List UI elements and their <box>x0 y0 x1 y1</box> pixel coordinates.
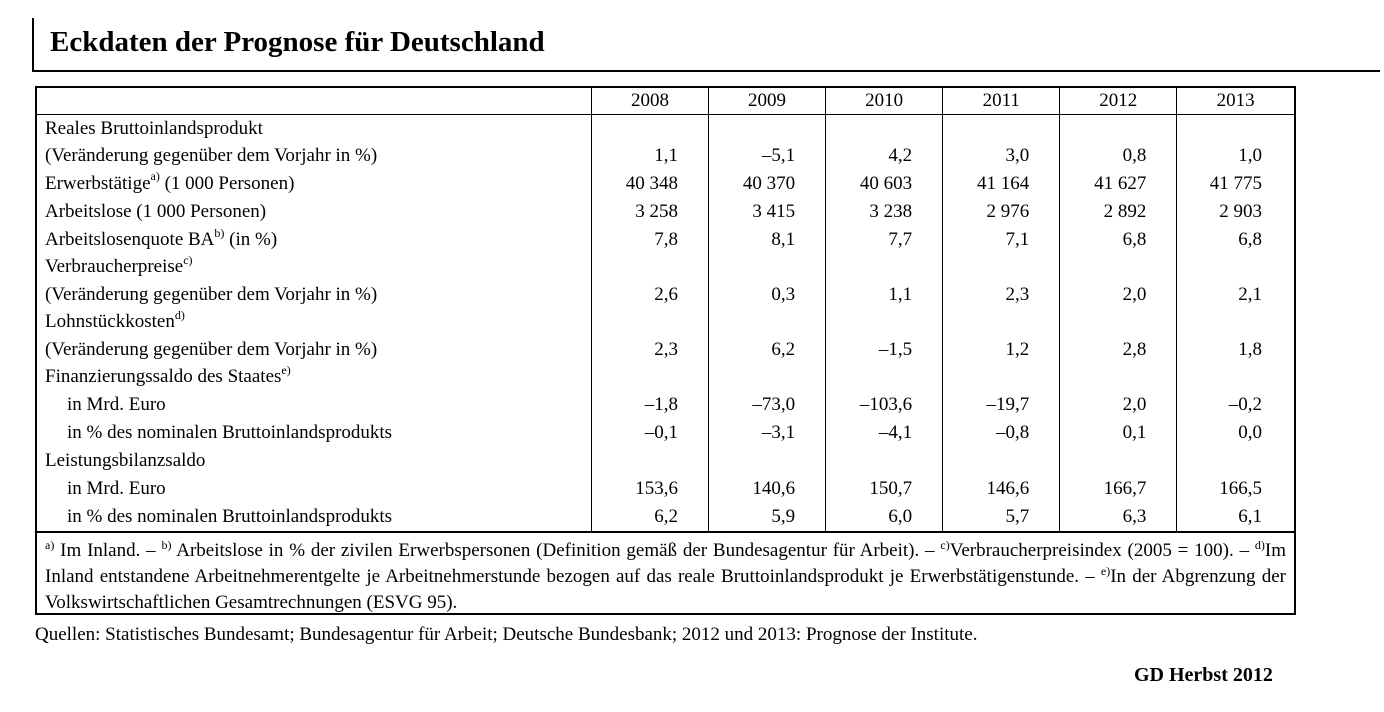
footnote-marker: e) <box>281 363 291 377</box>
table-row <box>37 226 1294 253</box>
table-row <box>37 142 1294 169</box>
value-cell: 6,8 <box>1060 226 1177 253</box>
row-label: Arbeitslosenquote BA$^{b)}$ (in %) <box>45 226 278 250</box>
value-cell <box>591 308 708 336</box>
table-header-row <box>37 88 1294 115</box>
value-cell: –0,1 <box>591 419 708 447</box>
value-cell: 3 415 <box>709 198 826 226</box>
year-header: 2009 <box>709 88 826 115</box>
table-row <box>37 169 1294 198</box>
value-cell: 0,1 <box>1060 419 1177 447</box>
value-cell: 6,2 <box>709 336 826 363</box>
value-cell <box>826 253 943 281</box>
value-cell <box>1177 115 1294 143</box>
value-cell <box>709 308 826 336</box>
year-header: 2013 <box>1177 88 1294 115</box>
value-cell: 2,0 <box>1060 281 1177 308</box>
value-cell: 6,0 <box>826 503 943 531</box>
value-cell: 150,7 <box>826 475 943 503</box>
value-cell <box>709 253 826 281</box>
value-cell: 3 238 <box>826 198 943 226</box>
value-cell <box>943 253 1060 281</box>
value-cell <box>1060 447 1177 475</box>
year-header: 2012 <box>1060 88 1177 115</box>
footnotes <box>37 531 1294 616</box>
value-cell <box>591 447 708 475</box>
value-cell: 40 370 <box>709 169 826 198</box>
row-label: Lohnstückkosten$^{d)}$ <box>45 308 185 332</box>
value-cell <box>709 363 826 391</box>
value-cell: 140,6 <box>709 475 826 503</box>
footnote-marker: c) <box>183 253 193 267</box>
footnote-marker: a) <box>45 538 55 552</box>
footnote-text: Im Inland. – <box>54 540 162 561</box>
value-cell <box>709 447 826 475</box>
value-cell: –0,8 <box>943 419 1060 447</box>
table-row <box>37 419 1294 447</box>
value-cell: –4,1 <box>826 419 943 447</box>
value-cell: 2,6 <box>591 281 708 308</box>
value-cell <box>1060 363 1177 391</box>
value-cell: 7,1 <box>943 226 1060 253</box>
value-cell: 40 603 <box>826 169 943 198</box>
table-row <box>37 253 1294 281</box>
footnote-text: Arbeitslose in % der zivilen Erwerbspersonen (Definition gemäß der Bundesagentur für Arbeit). – <box>171 540 941 561</box>
value-cell: 3 258 <box>591 198 708 226</box>
value-cell <box>1177 363 1294 391</box>
value-cell: 6,8 <box>1177 226 1294 253</box>
source-tag: GD Herbst 2012 <box>1134 664 1273 686</box>
table-row <box>37 363 1294 391</box>
row-label: Erwerbstätige$^{a)}$ (1 000 Personen) <box>45 169 295 194</box>
value-cell <box>591 115 708 143</box>
footnote-marker: d) <box>1254 538 1265 552</box>
value-cell: 5,7 <box>943 503 1060 531</box>
value-cell: 3,0 <box>943 142 1060 169</box>
value-cell: –103,6 <box>826 391 943 419</box>
table-row <box>37 391 1294 419</box>
value-cell <box>591 363 708 391</box>
row-label: Arbeitslose (1 000 Personen) <box>45 201 267 222</box>
row-label: in % des nominalen Bruttoinlandsprodukts <box>67 422 393 443</box>
row-label: (Veränderung gegenüber dem Vorjahr in %) <box>45 284 378 305</box>
footnote-marker: d) <box>174 308 185 322</box>
value-cell: 2,1 <box>1177 281 1294 308</box>
table-row <box>37 447 1294 475</box>
value-cell: 1,1 <box>591 142 708 169</box>
value-cell: –19,7 <box>943 391 1060 419</box>
value-cell: 40 348 <box>591 169 708 198</box>
row-label: in Mrd. Euro <box>67 478 166 499</box>
row-label: in % des nominalen Bruttoinlandsprodukts <box>67 506 393 527</box>
value-cell: –5,1 <box>709 142 826 169</box>
value-cell: 6,1 <box>1177 503 1294 531</box>
table-row <box>37 336 1294 363</box>
value-cell <box>943 447 1060 475</box>
footnote-marker: c) <box>940 538 950 552</box>
value-cell: 2,3 <box>943 281 1060 308</box>
value-cell <box>709 115 826 143</box>
value-cell <box>1177 308 1294 336</box>
value-cell: 2,0 <box>1060 391 1177 419</box>
value-cell: 1,1 <box>826 281 943 308</box>
footnote-text: Verbraucherpreisindex (2005 = 100). – <box>949 540 1255 561</box>
footnote-marker: b) <box>161 538 172 552</box>
sources-line: Quellen: Statistisches Bundesamt; Bundesagentur für Arbeit; Deutsche Bundesbank; 2012 und 2013: Prognose der Institute. <box>35 624 978 645</box>
value-cell: 2,3 <box>591 336 708 363</box>
value-cell: 166,5 <box>1177 475 1294 503</box>
value-cell: 2 903 <box>1177 198 1294 226</box>
value-cell <box>1177 447 1294 475</box>
value-cell <box>1060 253 1177 281</box>
row-label: Reales Bruttoinlandsprodukt <box>45 118 263 139</box>
table-row <box>37 198 1294 226</box>
value-cell: –1,5 <box>826 336 943 363</box>
footnote-text: In der Abgrenzung der Volkswirtschaftlichen Gesamtrechnungen (ESVG 95). <box>45 566 1286 613</box>
data-table-frame <box>35 86 1296 615</box>
value-cell: –73,0 <box>709 391 826 419</box>
value-cell: 153,6 <box>591 475 708 503</box>
value-cell <box>943 363 1060 391</box>
year-header: 2010 <box>826 88 943 115</box>
value-cell: 41 627 <box>1060 169 1177 198</box>
value-cell <box>591 253 708 281</box>
row-label: Finanzierungssaldo des Staates$^{e)}$ <box>45 363 291 387</box>
value-cell: 1,2 <box>943 336 1060 363</box>
table-row <box>37 281 1294 308</box>
value-cell: 0,8 <box>1060 142 1177 169</box>
value-cell: 5,9 <box>709 503 826 531</box>
value-cell: 41 775 <box>1177 169 1294 198</box>
row-label: Verbraucherpreise$^{c)}$ <box>45 253 193 277</box>
row-label: (Veränderung gegenüber dem Vorjahr in %) <box>45 339 378 360</box>
table-row <box>37 308 1294 336</box>
table-row <box>37 475 1294 503</box>
value-cell: 6,2 <box>591 503 708 531</box>
value-cell: 0,3 <box>709 281 826 308</box>
value-cell: 2,8 <box>1060 336 1177 363</box>
value-cell <box>1177 253 1294 281</box>
value-cell <box>943 115 1060 143</box>
value-cell: 166,7 <box>1060 475 1177 503</box>
year-header: 2008 <box>591 88 708 115</box>
year-header: 2011 <box>943 88 1060 115</box>
value-cell: –3,1 <box>709 419 826 447</box>
page-title: Eckdaten der Prognose für Deutschland <box>50 26 545 58</box>
row-label: in Mrd. Euro <box>67 394 166 415</box>
value-cell: 8,1 <box>709 226 826 253</box>
value-cell <box>826 308 943 336</box>
footnote-marker: a) <box>150 169 160 183</box>
row-label: Leistungsbilanzsaldo <box>45 450 206 471</box>
value-cell: 6,3 <box>1060 503 1177 531</box>
value-cell <box>1060 308 1177 336</box>
footnote-text: Im Inland entstandene Arbeitnehmerentgelte je Arbeitnehmerstunde bezogen auf das reale Bruttoinlandsprodukt je Erwerbstätigenstunde. – <box>45 540 1286 587</box>
value-cell: 1,8 <box>1177 336 1294 363</box>
footnote-marker: e) <box>1100 564 1111 578</box>
value-cell: –0,2 <box>1177 391 1294 419</box>
footnote-marker: b) <box>214 226 225 240</box>
forecast-table <box>37 88 1294 531</box>
value-cell <box>826 363 943 391</box>
value-cell: 41 164 <box>943 169 1060 198</box>
value-cell: 1,0 <box>1177 142 1294 169</box>
value-cell <box>826 115 943 143</box>
title-bar <box>32 18 1380 72</box>
value-cell: 0,0 <box>1177 419 1294 447</box>
value-cell <box>1060 115 1177 143</box>
value-cell: 2 892 <box>1060 198 1177 226</box>
value-cell <box>943 308 1060 336</box>
table-row <box>37 115 1294 143</box>
row-label: (Veränderung gegenüber dem Vorjahr in %) <box>45 145 378 166</box>
value-cell: 7,8 <box>591 226 708 253</box>
value-cell: 146,6 <box>943 475 1060 503</box>
value-cell: 7,7 <box>826 226 943 253</box>
value-cell: 4,2 <box>826 142 943 169</box>
value-cell <box>826 447 943 475</box>
value-cell: –1,8 <box>591 391 708 419</box>
value-cell: 2 976 <box>943 198 1060 226</box>
header-label-cell <box>37 88 591 115</box>
table-row <box>37 503 1294 531</box>
